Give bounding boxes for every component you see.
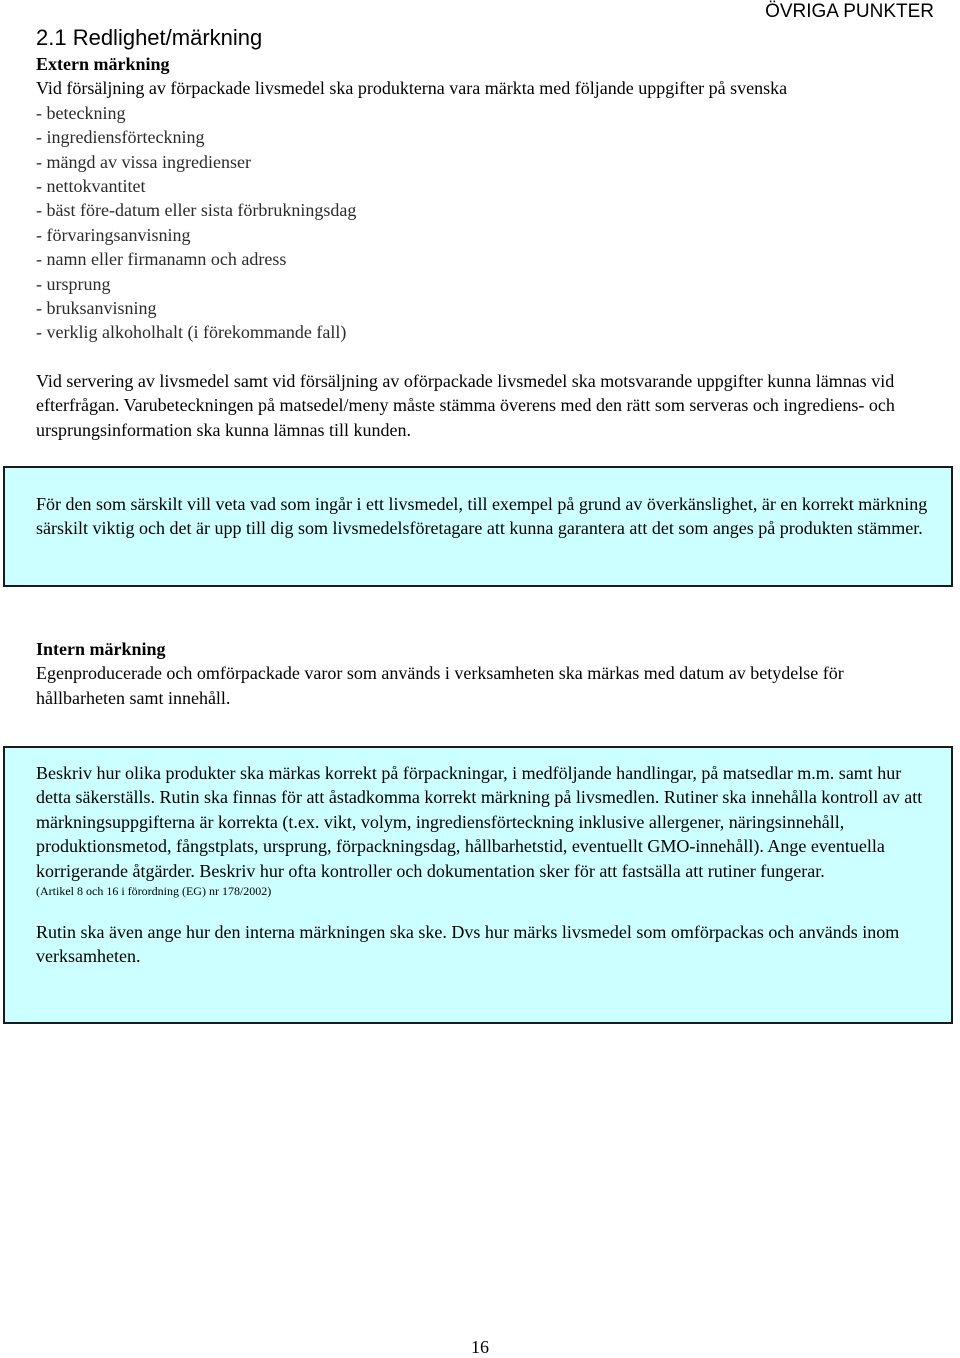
servering-paragraph	[36, 369, 936, 442]
servering-text: Vid servering av livsmedel samt vid försäljning av oförpackade livsmedel ska motsvarande uppgifter kunna lämnas vid efterfrågan. Varubeteckningen på matsedel/meny måste stämma överens med den rätt som serveras och ingrediens- och ursprungsinformation ska kunna lämnas till kunden.	[36, 371, 895, 440]
list-item: - ursprung	[36, 273, 111, 294]
info-box-2-paragraph-1: Beskriv hur olika produkter ska märkas korrekt på förpackningar, i medföljande handlingar, på matsedlar m.m. samt hur detta säkerställs. Rutin ska finnas för att åstadkomma korrekt märkning på livsmedlen. Rutiner ska innehålla kontroll av att märkningsuppgifterna är korrekta (t.ex. vikt, volym, ingrediensförteckning inklusive allergener, näringsinnehåll, produktionsmetod, fångstplats, ursprung, förpackningsdag, hållbarhetstid, eventuellt GMO-innehåll). Ange eventuella korrigerande åtgärder. Beskriv hur ofta kontroller och dokumentation sker för att fastsälla att rutiner fungerar.	[36, 763, 923, 881]
intern-text: Egenproducerade och omförpackade varor som används i verksamheten ska märkas med datum av betydelse för hållbarheten samt innehåll.	[36, 663, 844, 708]
intern-section	[36, 637, 936, 710]
list-item: - bäst före-datum eller sista förbrukningsdag	[36, 200, 357, 221]
list-item: - verklig alkoholhalt (i förekommande fall)	[36, 322, 347, 343]
legal-reference: (Artikel 8 och 16 i förordning (EG) nr 178/2002)	[36, 884, 272, 899]
labeling-requirements-list	[36, 101, 936, 345]
extern-intro: Vid försäljning av förpackade livsmedel ska produkterna vara märkta med följande uppgifter på svenska	[36, 78, 788, 99]
list-item: - namn eller firmanamn och adress	[36, 249, 287, 270]
extern-section	[36, 52, 936, 345]
section-title: 2.1 Redlighet/märkning	[36, 25, 263, 50]
running-header: ÖVRIGA PUNKTER	[765, 1, 934, 22]
list-item: - förvaringsanvisning	[36, 224, 191, 245]
list-item: - nettokvantitet	[36, 176, 146, 197]
intern-heading: Intern märkning	[36, 639, 166, 659]
list-item: - ingrediensförteckning	[36, 127, 205, 148]
info-box-1-text: För den som särskilt vill veta vad som ingår i ett livsmedel, till exempel på grund av överkänslighet, är en korrekt märkning särskilt viktig och det är upp till dig som livsmedelsföretagare att kunna garantera att det som anges på produkten stämmer.	[36, 494, 928, 539]
info-box-2-paragraph-2: Rutin ska även ange hur den interna märkningen ska ske. Dvs hur märks livsmedel som omförpackas och används inom verksamheten.	[36, 922, 900, 967]
list-item: - mängd av vissa ingredienser	[36, 151, 251, 172]
info-box-overkanslighet	[3, 466, 953, 587]
info-box-rutiner	[3, 746, 953, 1024]
extern-heading: Extern märkning	[36, 54, 170, 74]
page-number: 16	[471, 1337, 489, 1357]
list-item: - bruksanvisning	[36, 298, 157, 319]
list-item: - beteckning	[36, 102, 126, 123]
